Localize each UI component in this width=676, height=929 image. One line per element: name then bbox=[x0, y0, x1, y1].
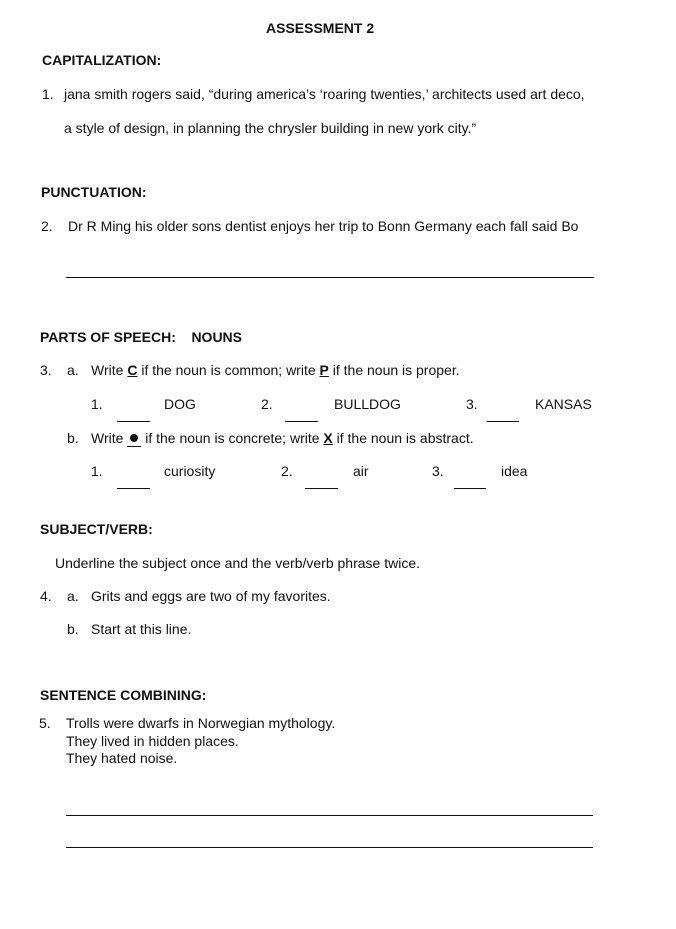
punctuation-heading: PUNCTUATION: bbox=[41, 184, 147, 200]
q3b-item-2-number: 2. bbox=[281, 463, 293, 479]
q3a-item-1-word: DOG bbox=[164, 396, 196, 412]
sentence-combining-heading: SENTENCE COMBINING: bbox=[40, 687, 207, 703]
question-3b-letter: b. bbox=[67, 430, 79, 446]
question-3a-instruction bbox=[91, 363, 460, 377]
q3b-item-1-word: curiosity bbox=[164, 463, 216, 479]
q3b-mark-x: X bbox=[323, 430, 333, 446]
q3a-item-1-blank[interactable] bbox=[117, 410, 150, 424]
question-4-number: 4. bbox=[40, 588, 52, 604]
q3b-item-3-blank[interactable] bbox=[454, 477, 486, 491]
question-3a-letter: a. bbox=[67, 362, 79, 378]
parts-of-speech-heading bbox=[40, 330, 242, 344]
question-5-line-1: Trolls were dwarfs in Norwegian mythology. bbox=[66, 715, 336, 731]
question-1-number: 1. bbox=[42, 86, 54, 102]
question-5-line-3: They hated noise. bbox=[66, 750, 178, 766]
answer-line-5a[interactable] bbox=[66, 815, 593, 816]
question-1-line-2: a style of design, in planning the chrysler building in new york city.” bbox=[64, 120, 477, 136]
question-5-line-2: They lived in hidden places. bbox=[66, 733, 239, 749]
q3a-item-3-word: KANSAS bbox=[535, 396, 592, 412]
q3a-mid: if the noun is common; write bbox=[141, 362, 316, 378]
question-3b-instruction bbox=[91, 431, 474, 447]
q3a-item-2-word: BULLDOG bbox=[334, 396, 401, 412]
question-3-number: 3. bbox=[40, 362, 52, 378]
nouns-subheading: NOUNS bbox=[191, 329, 242, 345]
q3b-item-2-word: air bbox=[353, 463, 369, 479]
q3b-post: if the noun is abstract. bbox=[336, 430, 474, 446]
q3b-concrete-mark bbox=[127, 431, 141, 447]
q3b-pre: Write bbox=[91, 430, 124, 446]
q3b-item-3-word: idea bbox=[501, 463, 528, 479]
question-2-number: 2. bbox=[41, 218, 53, 234]
q3a-pre: Write bbox=[91, 362, 124, 378]
question-4b-sentence[interactable]: Start at this line. bbox=[91, 621, 192, 637]
q3b-item-3-number: 3. bbox=[432, 463, 444, 479]
question-2-sentence: Dr R Ming his older sons dentist enjoys her trip to Bonn Germany each fall said Bo bbox=[68, 218, 579, 234]
answer-line-2[interactable] bbox=[66, 277, 594, 278]
question-4a-sentence[interactable]: Grits and eggs are two of my favorites. bbox=[91, 588, 331, 604]
question-4b-letter: b. bbox=[67, 621, 79, 637]
q3b-mid: if the noun is concrete; write bbox=[145, 430, 320, 446]
bullet-dot-icon bbox=[130, 434, 138, 442]
q3a-item-3-blank[interactable] bbox=[487, 410, 519, 424]
q3b-item-2-blank[interactable] bbox=[305, 477, 338, 491]
q3a-item-2-blank[interactable] bbox=[285, 410, 318, 424]
question-1-line-1: jana smith rogers said, “during america’s ‘roaring twenties,’ architects used art deco, bbox=[64, 86, 585, 102]
q3a-item-1-number: 1. bbox=[91, 396, 103, 412]
question-4a-letter: a. bbox=[67, 588, 79, 604]
q3b-item-1-blank[interactable] bbox=[117, 477, 150, 491]
parts-of-speech-title: PARTS OF SPEECH: bbox=[40, 329, 176, 345]
page-title: ASSESSMENT 2 bbox=[266, 20, 375, 36]
q3a-post: if the noun is proper. bbox=[332, 362, 460, 378]
q3a-item-2-number: 2. bbox=[261, 396, 273, 412]
q3a-mark-p: P bbox=[319, 362, 329, 378]
subject-verb-heading: SUBJECT/VERB: bbox=[40, 521, 153, 537]
subject-verb-instruction: Underline the subject once and the verb/verb phrase twice. bbox=[55, 555, 420, 571]
question-5-number: 5. bbox=[39, 715, 51, 731]
capitalization-heading: CAPITALIZATION: bbox=[42, 52, 162, 68]
q3b-item-1-number: 1. bbox=[91, 463, 103, 479]
q3a-item-3-number: 3. bbox=[466, 396, 478, 412]
q3a-mark-c: C bbox=[127, 362, 138, 378]
answer-line-5b[interactable] bbox=[66, 847, 593, 848]
